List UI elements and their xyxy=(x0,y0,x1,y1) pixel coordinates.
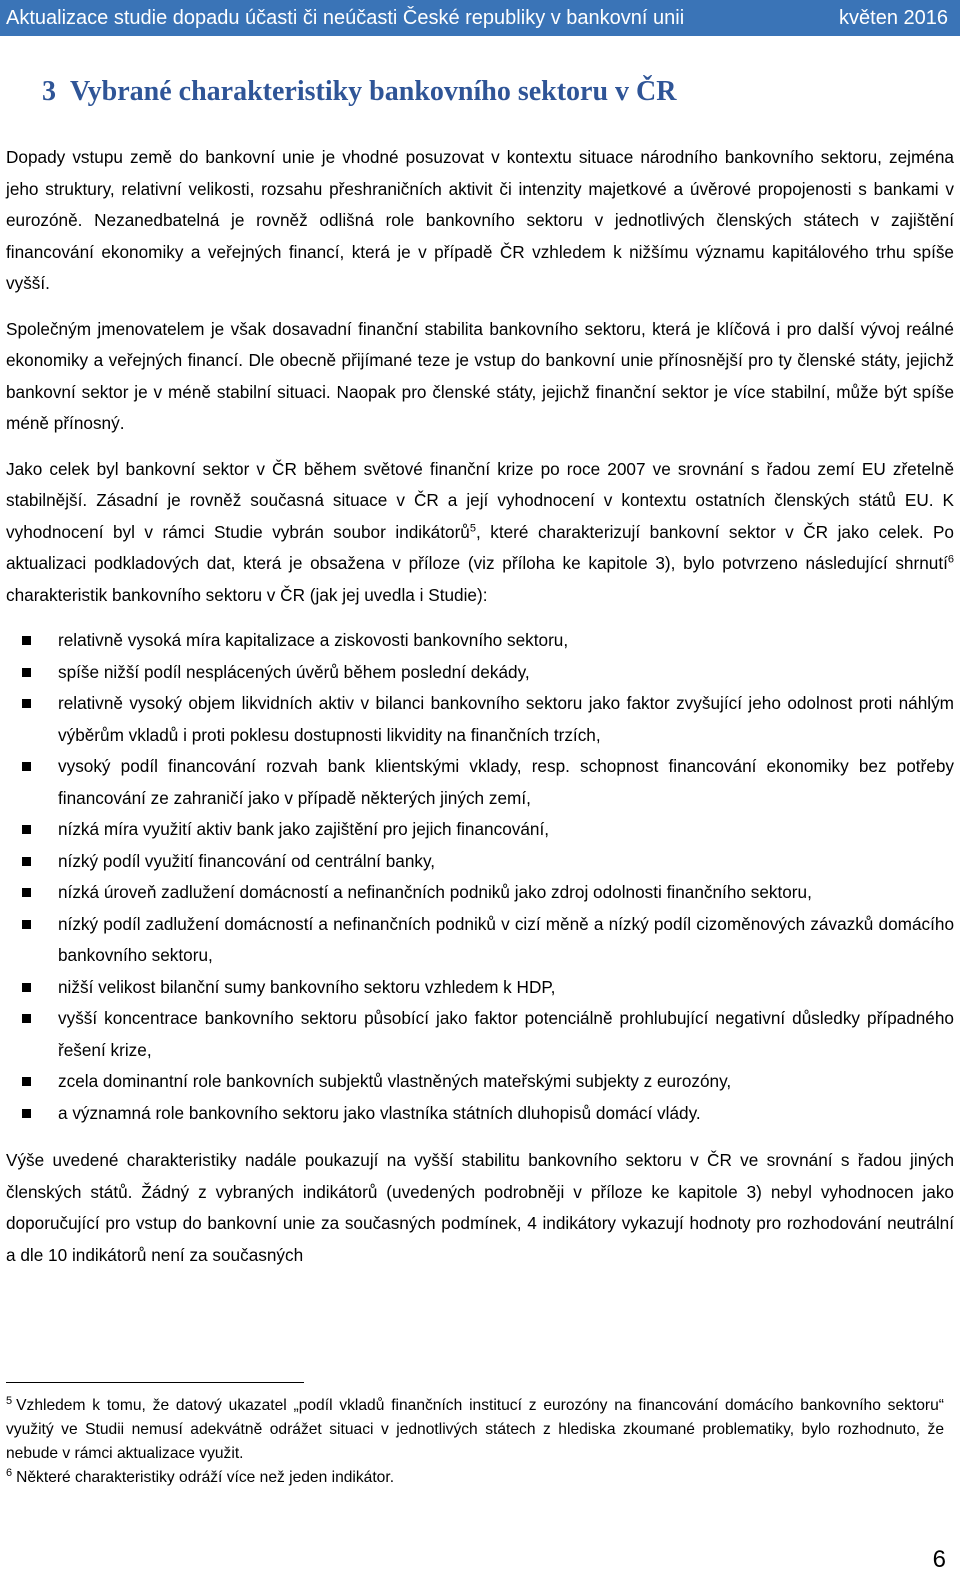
list-item-text: nízká úroveň zadlužení domácností a nefinančních podniků jako zdroj odolnosti finančního sektoru, xyxy=(58,882,812,902)
list-item xyxy=(6,972,954,1004)
footnotes xyxy=(6,1394,944,1490)
section-heading xyxy=(42,76,676,108)
paragraph-3-part-c: charakteristik bankovního sektoru v ČR (jak jej uvedla i Studie): xyxy=(6,584,488,605)
list-item-text: vyšší koncentrace bankovního sektoru působící jako faktor potenciálně prohlubující negativní důsledky případného řešení krize, xyxy=(58,1008,954,1060)
square-bullet-icon xyxy=(22,1077,31,1086)
list-item xyxy=(6,625,954,657)
list-item xyxy=(6,657,954,689)
list-item xyxy=(6,877,954,909)
footnote-text: Vzhledem k tomu, že datový ukazatel „podíl vkladů finančních institucí z eurozóny na financování domácího bankovního sektoru“ využitý ve Studii nemusí adekvátně odrážet situaci v jednotlivých státech z hlediska zkoumané problematiky, bylo rozhodnuto, že nebude v rámci aktualizace využit. xyxy=(6,1397,944,1462)
paragraph-3-part-a: Jako celek byl bankovní sektor v ČR během světové finanční krize po roce 2007 ve srovnání s řadou zemí EU zřetelně stabilnější. Zásadní je rovněž současná situace v ČR a její vyhodnocení v kontextu ostatních členských států EU. K vyhodnocení byl v rámci Studie vybrán soubor indikátorů xyxy=(6,458,954,542)
square-bullet-icon xyxy=(22,636,31,645)
square-bullet-icon xyxy=(22,762,31,771)
list-item xyxy=(6,846,954,878)
list-item-text: relativně vysoká míra kapitalizace a ziskovosti bankovního sektoru, xyxy=(58,630,569,650)
list-item xyxy=(6,688,954,751)
section-number: 3 xyxy=(42,76,56,107)
paragraph-1: Dopady vstupu země do bankovní unie je vhodné posuzovat v kontextu situace národního bankovního sektoru, zejména jeho struktury, relativní velikosti, rozsahu přeshraničních aktivit či intenzity majetkové a úvěrové propojenosti s bankami v eurozóně. Nezanedbatelná je rovněž odlišná role bankovního sektoru v jednotlivých členských státech v zajištění financování ekonomiky a veřejných financí, která je v případě ČR vzhledem k nižšímu významu kapitálového trhu spíše vyšší. xyxy=(6,147,954,293)
list-item xyxy=(6,1066,954,1098)
footnote-ref-6[interactable]: 6 xyxy=(947,553,954,566)
footnote-5 xyxy=(6,1394,944,1466)
square-bullet-icon xyxy=(22,920,31,929)
characteristics-list xyxy=(6,625,954,1129)
list-item xyxy=(6,1003,954,1066)
list-item xyxy=(6,1098,954,1130)
list-item xyxy=(6,814,954,846)
list-item-text: nižší velikost bilanční sumy bankovního sektoru vzhledem k HDP, xyxy=(58,976,556,997)
paragraph-2: Společným jmenovatelem je však dosavadní finanční stabilita bankovního sektoru, která je klíčová i pro další vývoj reálné ekonomiky a veřejných financí. Dle obecně přijímané teze je vstup do bankovní unie přínosnější pro ty členské státy, jejichž bankovní sektor je v méně stabilní situaci. Naopak pro členské státy, jejichž finanční sektor je více stabilní, může být spíše méně přínosný. xyxy=(6,318,954,433)
list-item-text: vysoký podíl financování rozvah bank klientskými vklady, resp. schopnost financování ekonomiky bez potřeby financování ze zahraničí jako v případě některých jiných zemí, xyxy=(58,756,954,808)
list-item-text: nízký podíl využití financování od centrální banky, xyxy=(58,850,436,871)
square-bullet-icon xyxy=(22,857,31,866)
header-title: Aktualizace studie dopadu účasti či neúčasti České republiky v bankovní unii xyxy=(6,7,685,29)
list-item-text: zcela dominantní role bankovních subjektů vlastněných mateřskými subjekty z eurozóny, xyxy=(58,1071,732,1091)
paragraph-4: Výše uvedené charakteristiky nadále poukazují na vyšší stabilitu bankovního sektoru v ČR ve srovnání s řadou jiných členských států. Žádný z vybraných indikátorů (uvedených podrobněji v příloze ke kapitole 3) nebyl vyhodnocen jako doporučující pro vstup do bankovní unie za současných podmínek, 4 indikátory vykazují hodnoty pro rozhodování neutrální a dle 10 indikátorů není za současných xyxy=(6,1150,954,1265)
page-number: 6 xyxy=(932,1546,946,1573)
square-bullet-icon xyxy=(22,983,31,992)
running-header xyxy=(0,0,960,36)
list-item-text: nízká míra využití aktiv bank jako zajištění pro jejich financování, xyxy=(58,819,550,839)
list-item xyxy=(6,909,954,972)
footnote-separator xyxy=(6,1382,304,1383)
footnote-6 xyxy=(6,1466,944,1490)
paragraph-3 xyxy=(6,454,954,612)
section-title: Vybrané charakteristiky bankovního sektoru v ČR xyxy=(70,76,677,107)
list-item-text: spíše nižší podíl nesplácených úvěrů během poslední dekády, xyxy=(58,661,530,682)
body-text xyxy=(6,142,954,1285)
header-date: květen 2016 xyxy=(839,7,948,29)
list-item xyxy=(6,751,954,814)
list-item-text: a významná role bankovního sektoru jako vlastníka státních dluhopisů domácí vlády. xyxy=(58,1102,701,1123)
square-bullet-icon xyxy=(22,668,31,677)
footnote-number: 5 xyxy=(6,1394,13,1407)
footnote-number: 6 xyxy=(6,1466,13,1479)
footnote-text: Některé charakteristiky odráží více než jeden indikátor. xyxy=(16,1469,395,1486)
square-bullet-icon xyxy=(22,888,31,897)
square-bullet-icon xyxy=(22,1109,31,1118)
list-item-text: nízký podíl zadlužení domácností a nefinančních podniků v cizí měně a nízký podíl cizoměnových závazků domácího bankovního sektoru, xyxy=(58,913,954,965)
square-bullet-icon xyxy=(22,1014,31,1023)
footnote-ref-5[interactable]: 5 xyxy=(469,521,476,534)
list-item-text: relativně vysoký objem likvidních aktiv v bilanci bankovního sektoru jako faktor zvyšující jeho odolnost proti náhlým výběrům vkladů i proti poklesu dostupnosti likvidity na finančních trzích, xyxy=(58,693,954,745)
paragraph-3-part-b: , které charakterizují bankovní sektor v ČR jako celek. Po aktualizaci podkladových dat, která je obsažena v příloze (viz příloha ke kapitole 3), bylo potvrzeno následující shrnutí xyxy=(6,521,954,573)
square-bullet-icon xyxy=(22,825,31,834)
square-bullet-icon xyxy=(22,699,31,708)
